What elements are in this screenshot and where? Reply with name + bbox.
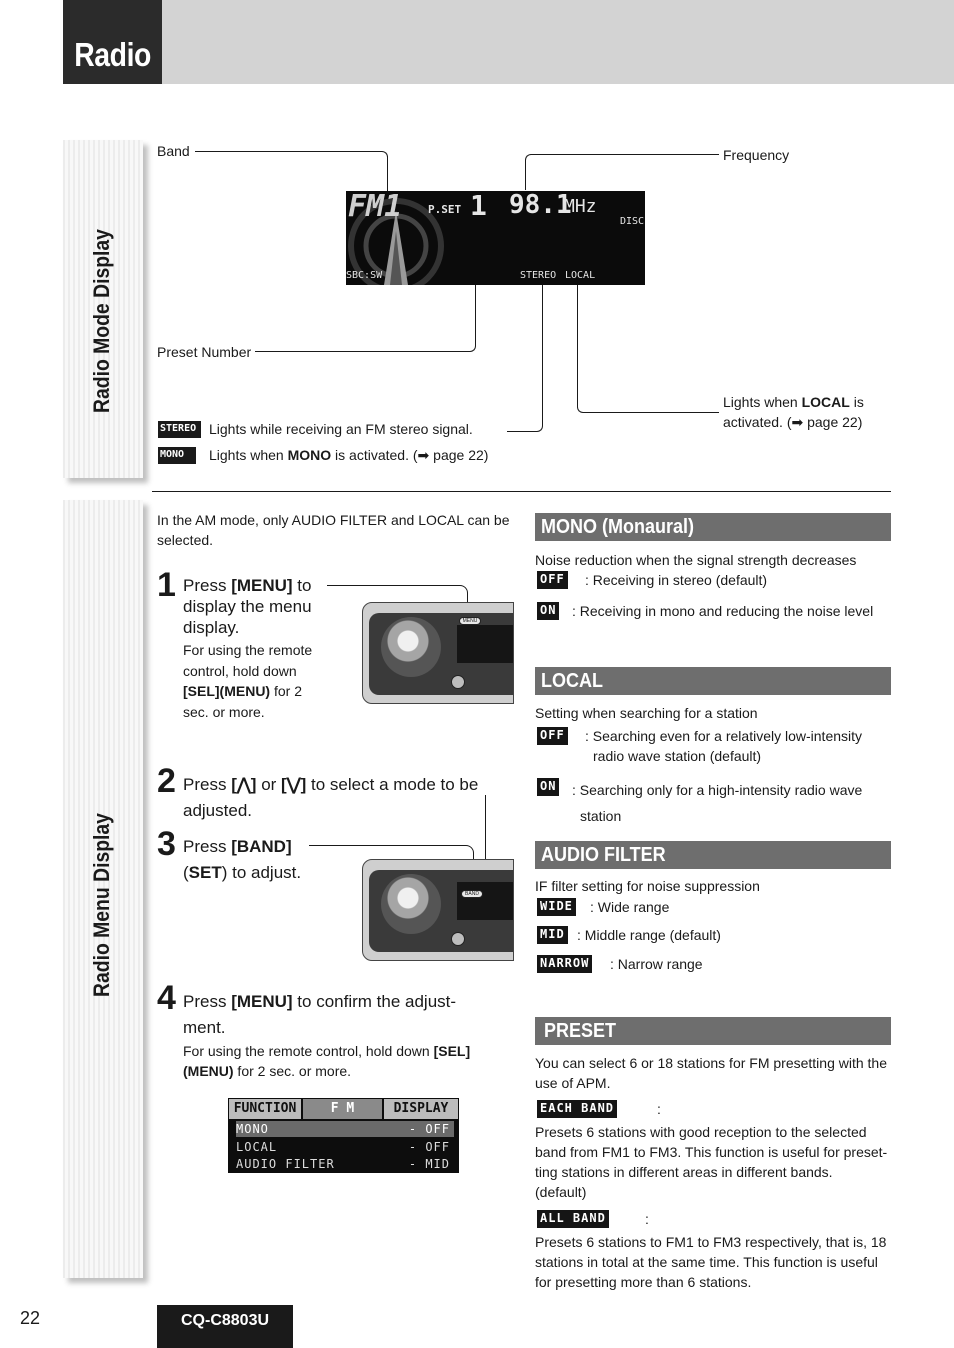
lcd-band: FM1: [348, 191, 403, 224]
mid-text: : Middle range (default): [577, 927, 721, 943]
header-bar: [63, 0, 954, 84]
mono-on-text: : Receiving in mono and reducing the noise level: [572, 603, 874, 619]
local-on-text: : Searching only for a high-intensity radio wave station: [572, 782, 863, 824]
step-4-note: For using the remote control, hold down [SEL] (MENU) for 2 sec. or more.: [183, 1043, 471, 1079]
power-button[interactable]: [451, 675, 465, 689]
side-tab-label: Radio Menu Display: [89, 813, 114, 997]
volume-knob: [381, 874, 441, 934]
all-band-colon: :: [645, 1211, 649, 1227]
side-tab-radio-mode-display: [63, 140, 143, 478]
lcd-frequency: 98.1: [509, 191, 572, 220]
head-unit-illustration: [362, 602, 514, 704]
local-off-text: : Searching even for a relatively low-intensity radio wave station (default): [585, 728, 863, 764]
step-2-number: 2: [157, 762, 176, 800]
lcd-preset-number: 1: [470, 191, 487, 222]
audio-filter-desc: IF filter setting for noise suppression: [535, 878, 760, 894]
page-title: Radio: [63, 0, 162, 84]
menu-intro: In the AM mode, only AUDIO FILTER and LOCAL can be selected.: [157, 512, 510, 548]
step-4-number: 4: [157, 979, 176, 1017]
leader-line: [577, 273, 719, 413]
narrow-text: : Narrow range: [610, 956, 703, 972]
preset-desc: You can select 6 or 18 stations for FM presetting with the use of APM.: [535, 1055, 888, 1091]
power-button[interactable]: [451, 932, 465, 946]
wide-text: : Wide range: [590, 899, 670, 915]
lcd-preset-label: P.SET: [428, 203, 462, 216]
lcd-unit: MHz: [564, 196, 597, 217]
band-button[interactable]: BAND: [461, 890, 483, 898]
step-4-text: Press [MENU] to confirm the adjust- ment.: [183, 992, 457, 1037]
on-icon: ON: [537, 602, 559, 620]
off-icon: OFF: [537, 727, 568, 745]
volume-knob: [381, 617, 441, 677]
stereo-description: Lights while receiving an FM stereo signal.: [209, 421, 473, 437]
lcd-sbc: SBC:SW: [346, 270, 383, 281]
section-header-audio-filter: AUDIO FILTER: [535, 841, 891, 869]
fn-row-local[interactable]: LOCAL - OFF: [236, 1140, 450, 1154]
step-1-note: For using the remote control, hold down [SEL](MENU) for 2 sec. or more.: [183, 642, 313, 720]
local-desc: Setting when searching for a station: [535, 705, 758, 721]
mid-icon: MID: [537, 926, 568, 944]
leader-line: [507, 273, 543, 432]
mono-description: Lights when MONO is activated. (➡ page 22): [209, 447, 489, 463]
arrow-right-icon: ➡: [791, 414, 804, 430]
off-icon: OFF: [537, 571, 568, 589]
narrow-icon: NARROW: [537, 955, 592, 973]
all-band-icon: ALL BAND: [537, 1210, 609, 1228]
fn-header-display: DISPLAY: [384, 1099, 458, 1119]
step-2-text: Press [⋀] or [⋁] to select a mode to be adjusted.: [183, 775, 479, 820]
each-band-text: Presets 6 stations with good reception to the selected band from FM1 to FM3. This function is useful for preset- ting stations in different areas in different bands. (default): [535, 1124, 888, 1200]
arrow-right-icon: ➡: [417, 447, 430, 463]
section-header-mono: MONO (Monaural): [535, 513, 891, 541]
fn-header-band: F M: [303, 1099, 382, 1119]
lcd-stereo: STEREO: [520, 270, 557, 281]
wide-icon: WIDE: [537, 898, 576, 916]
page-number: 22: [20, 1308, 41, 1328]
head-unit-illustration: [362, 859, 514, 961]
callout-preset-number: Preset Number: [157, 344, 252, 360]
step-3-number: 3: [157, 825, 176, 863]
radio-lcd-display: [346, 191, 645, 285]
section-header-local: LOCAL: [535, 667, 891, 695]
callout-band: Band: [157, 143, 190, 159]
leader-line: [525, 154, 719, 190]
fn-row-audio-filter[interactable]: AUDIO FILTER - MID: [236, 1157, 450, 1171]
fn-header-function: FUNCTION: [229, 1099, 301, 1119]
function-menu-screen: [228, 1098, 459, 1173]
side-tab-radio-menu-display: [63, 500, 143, 1278]
model-number: CQ-C8803U: [157, 1305, 293, 1348]
each-band-icon: EACH BAND: [537, 1100, 617, 1118]
leader-line: [195, 151, 388, 191]
callout-frequency: Frequency: [723, 147, 790, 163]
down-button-symbol: [⋁]: [281, 775, 307, 794]
step-1-text: Press [MENU] to display the menu display.: [183, 576, 312, 637]
section-divider: [152, 491, 891, 492]
stereo-indicator: STEREO: [158, 420, 201, 438]
callout-local: Lights when LOCAL is activated. (➡ page 22): [723, 394, 864, 430]
menu-button[interactable]: MENU: [459, 617, 481, 625]
lcd-local: LOCAL: [565, 270, 596, 281]
each-band-colon: :: [657, 1101, 661, 1117]
all-band-text: Presets 6 stations to FM1 to FM3 respectively, that is, 18 stations in total at the same time. This function is useful for presetting more than 6 stations.: [535, 1234, 887, 1290]
step-3-text: Press [BAND] (SET) to adjust.: [183, 837, 302, 882]
mono-indicator: MONO: [158, 446, 196, 464]
fn-row-mono[interactable]: MONO - OFF: [236, 1121, 454, 1137]
section-header-preset: PRESET: [535, 1017, 891, 1045]
mono-desc: Noise reduction when the signal strength decreases: [535, 552, 857, 568]
side-tab-label: Radio Mode Display: [89, 229, 114, 413]
up-button-symbol: [⋀]: [231, 775, 257, 794]
step-1-number: 1: [157, 566, 176, 604]
lcd-disc: DISC: [620, 216, 645, 227]
on-icon: ON: [537, 778, 559, 796]
mono-off-text: : Receiving in stereo (default): [585, 572, 768, 588]
